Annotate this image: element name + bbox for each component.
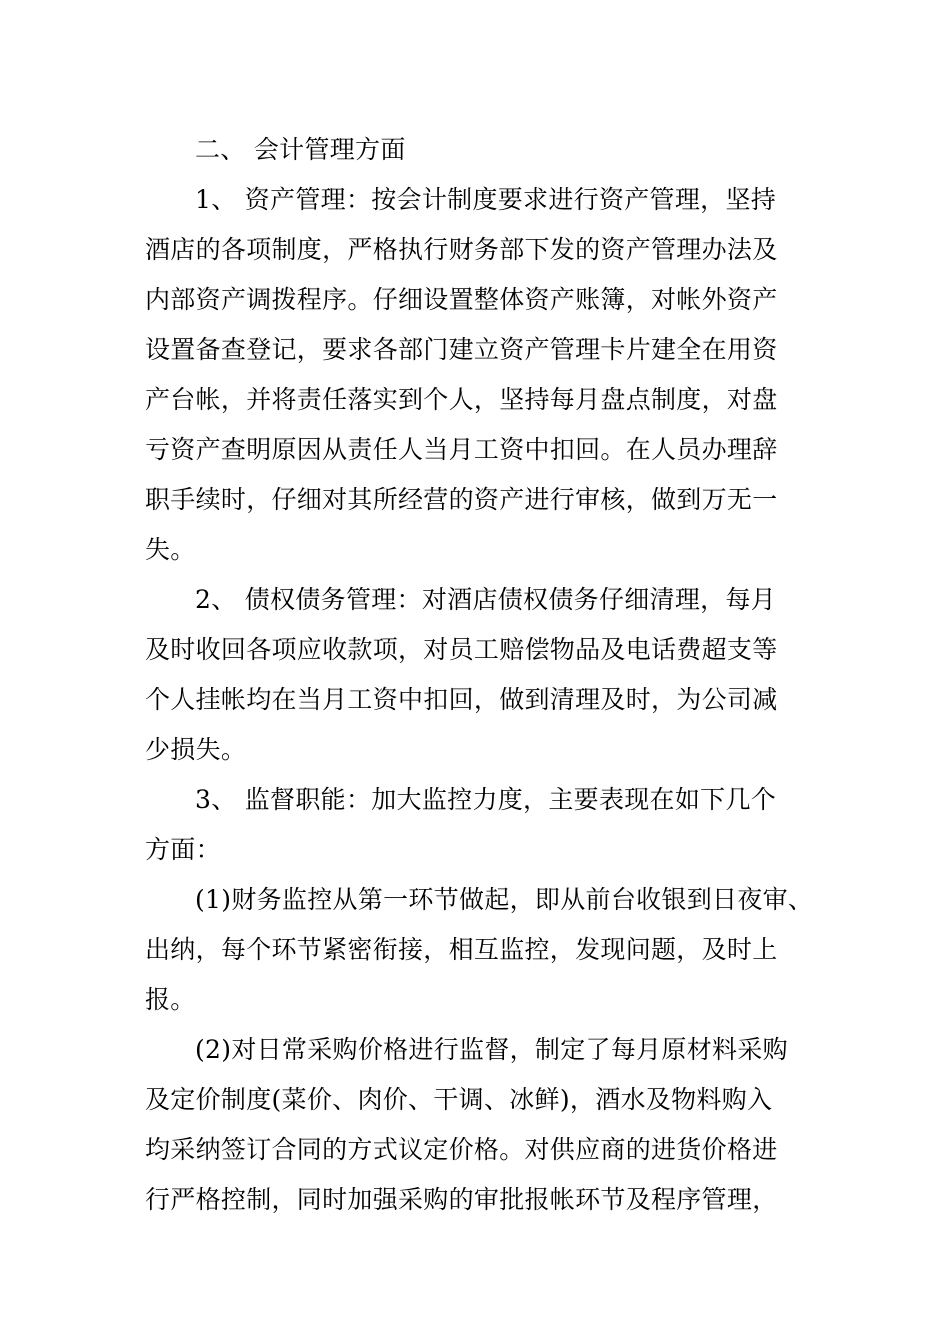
paragraph-line: 及定价制度(菜价、肉价、干调、冰鲜)，酒水及物料购入 [145, 1085, 773, 1114]
paragraph-line: 均采纳签订合同的方式议定价格。对供应商的进货价格进 [145, 1135, 778, 1164]
paragraph-line: 内部资产调拨程序。仔细设置整体资产账簿，对帐外资产 [145, 285, 778, 314]
paragraph-line: 个人挂帐均在当月工资中扣回，做到清理及时，为公司减 [145, 685, 778, 714]
paragraph-line: 行严格控制，同时加强采购的审批报帐环节及程序管理， [145, 1185, 778, 1214]
paragraph-line: 出纳，每个环节紧密衔接，相互监控，发现问题，及时上 [145, 935, 778, 964]
paragraph-line: 少损失。 [145, 735, 247, 764]
paragraph-line: 1、 资产管理：按会计制度要求进行资产管理，坚持 [195, 185, 777, 214]
section-heading: 二、 会计管理方面 [195, 135, 406, 164]
paragraph-line: 方面： [145, 835, 221, 864]
paragraph-line: 2、 债权债务管理：对酒店债权债务仔细清理，每月 [195, 585, 777, 614]
paragraph-line: 职手续时，仔细对其所经营的资产进行审核，做到万无一 [145, 485, 778, 514]
paragraph-line: 酒店的各项制度，严格执行财务部下发的资产管理办法及 [145, 235, 778, 264]
paragraph-line: (2)对日常采购价格进行监督，制定了每月原材料采购 [195, 1035, 788, 1064]
paragraph-line: 报。 [145, 985, 196, 1014]
paragraph-line: 设置备查登记，要求各部门建立资产管理卡片建全在用资 [145, 335, 778, 364]
paragraph-line: 失。 [145, 535, 196, 564]
paragraph-line: 亏资产查明原因从责任人当月工资中扣回。在人员办理辞 [145, 435, 778, 464]
paragraph-line: 及时收回各项应收款项，对员工赔偿物品及电话费超支等 [145, 635, 778, 664]
paragraph-line: 3、 监督职能：加大监控力度，主要表现在如下几个 [195, 785, 777, 814]
paragraph-line: 产台帐，并将责任落实到个人，坚持每月盘点制度，对盘 [145, 385, 778, 414]
paragraph-line: (1)财务监控从第一环节做起，即从前台收银到日夜审、 [195, 885, 814, 914]
